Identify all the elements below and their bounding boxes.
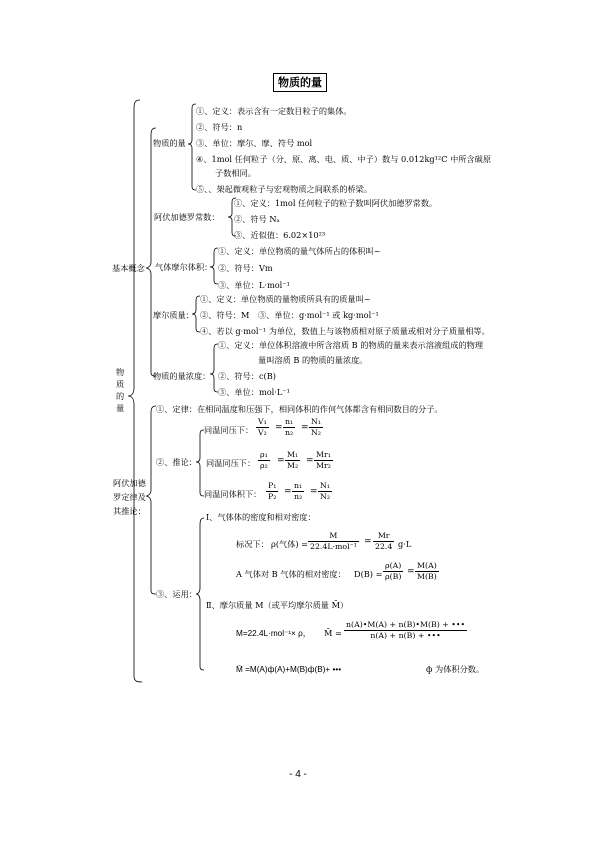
- inference-label: ②、推论：: [156, 457, 197, 467]
- molar-volume-item: ①、定义：单位物质的量气体所占的体积叫~: [218, 246, 381, 256]
- amount-item: ②、符号：n: [196, 122, 243, 132]
- fraction: $\frac{\text{N₁}}{\text{N₂}}$: [311, 417, 321, 437]
- fraction: $\frac{\text{V₁}}{\text{V₂}}$: [258, 417, 267, 437]
- inference-label-3: 同温同体积下：: [204, 489, 262, 499]
- concentration-item: ②、符号：c(B): [218, 371, 276, 381]
- fraction: $\frac{n(A)•M(A) + n(B)•M(B) + •••}{n(A) + n(B) + •••}$: [346, 620, 466, 640]
- equals-sign: =: [306, 456, 314, 466]
- amount-item: ⑤、、架起微观粒子与宏观物质之间联系的桥梁。: [196, 184, 373, 194]
- mean-molar-mass: M̄ =: [324, 628, 342, 638]
- fraction: $\frac{\text{M₁}}{\text{M₂}}$: [287, 450, 299, 470]
- use-label: ③、运用：: [156, 589, 197, 599]
- root-label: 物质的量: [116, 367, 125, 413]
- relative-density-label: A 气体对 B 气体的相对密度：: [236, 569, 346, 579]
- equals-sign: =: [277, 456, 285, 466]
- amount-item: ③、单位：摩尔、摩、符号 mol: [196, 138, 313, 148]
- fraction: M 22.4L·mol⁻¹: [310, 531, 357, 551]
- concentration-item: ①、定义：单位体积溶液中所含溶质 B 的物质的量来表示溶液组成的物理: [218, 340, 484, 350]
- avogadro-label: 阿伏加德罗常数：: [154, 212, 220, 222]
- basic-concepts-label: 基本概念: [112, 263, 145, 273]
- molar-mass-item: ②、符号：M: [200, 310, 250, 320]
- avogadro-item: ②、符号 Nₐ: [234, 214, 280, 224]
- relative-density: D(B) =: [354, 569, 383, 579]
- law-label: 罗定律及: [113, 492, 146, 502]
- phi-note: ф 为体积分数。: [426, 664, 485, 674]
- m-last: M̄ =M(A)ф(A)+M(B)ф(B)+ •••: [236, 665, 342, 674]
- molar-volume-item: ②、符号：Vm: [218, 263, 273, 273]
- concentration-label: 物质的量浓度：: [153, 371, 211, 381]
- equals-sign: =: [364, 537, 372, 547]
- rho-gas: ρ(气体) =: [271, 539, 309, 549]
- amount-item: 子数相同。: [215, 168, 256, 178]
- equals-sign: =: [275, 423, 283, 433]
- molar-mass-label: 摩尔质量：: [153, 310, 194, 320]
- page-number: - 4 -: [289, 769, 307, 780]
- molar-volume-label: 气体摩尔体积：: [155, 262, 213, 272]
- unit: g·L: [398, 539, 412, 549]
- std-label: 标况下：: [236, 539, 269, 549]
- concentration-item: ③、单位：mol·L⁻¹: [218, 387, 290, 397]
- fraction: $\frac{\text{P₁}}{\text{P₂}}$: [268, 481, 277, 501]
- fraction: $\frac{\rho(A)}{\rho(B)}$: [385, 561, 402, 581]
- equals-sign: =: [310, 487, 318, 497]
- page-title: 物质的量: [273, 73, 327, 92]
- equals-sign: =: [407, 567, 415, 577]
- density-heading: Ⅰ、气体体的密度和相对密度：: [206, 512, 316, 522]
- fraction: $\frac{\text{n₁}}{\text{n₂}}$: [285, 417, 294, 437]
- amount-item: ①、定义：表示含有一定数目粒子的集体。: [196, 106, 352, 116]
- equals-sign: =: [301, 423, 309, 433]
- m-formula: M=22.4L·mol⁻¹× ρ，: [236, 629, 311, 638]
- amount-item: ④、1mol 任何粒子（分、原、离、电、质、中子）数与 0.012kg¹²C 中所含碳原: [196, 154, 492, 164]
- equals-sign: =: [284, 487, 292, 497]
- molar-mass-item: ④、若以 g·mol⁻¹ 为单位，数值上与该物质相对原子质量或相对分子质量相等。: [200, 326, 490, 336]
- molar-volume-item: ③、单位：L·mol⁻¹: [218, 280, 290, 290]
- law-label: 其推论：: [113, 506, 146, 516]
- amount-label: 物质的量: [153, 138, 186, 148]
- avogadro-item: ③、近似值：6.02×10²³: [234, 230, 326, 240]
- molar-mass-item: ③、单位：g·mol⁻¹ 或 kg·mol⁻¹: [258, 310, 379, 320]
- fraction: $\frac{M(A)}{M(B)}$: [417, 561, 437, 581]
- fraction: $\frac{\text{N₁}}{\text{N₂}}$: [320, 481, 330, 501]
- fraction: $\frac{\text{Mr₁}}{\text{Mr₂}}$: [316, 450, 331, 470]
- fraction: $\frac{\text{n₁}}{\text{n₂}}$: [294, 481, 303, 501]
- law-item: ①、定律：在相同温度和压强下，相同体积的作何气体都含有相同数目的分子。: [156, 404, 443, 414]
- fraction: $\frac{Mr}{22.4}$: [375, 531, 393, 551]
- inference-label-2: 同温同压下：: [206, 458, 256, 468]
- fraction: $\frac{\text{ρ₁}}{\text{ρ₂}}$: [260, 450, 268, 470]
- concentration-item: 量叫溶质 B 的物质的量浓度。: [258, 355, 368, 365]
- law-label: 阿伏加德: [113, 478, 146, 488]
- molar-mass-item: ①、定义：单位物质的量物质所具有的质量叫~: [200, 294, 371, 304]
- molar-mass-heading: Ⅱ、摩尔质量 M（或平均摩尔质量 M̄）: [206, 600, 349, 610]
- inference-label-1: 同温同压下：: [204, 425, 254, 435]
- avogadro-item: ①、定义：1mol 任何粒子的粒子数叫阿伏加德罗常数。: [234, 198, 438, 208]
